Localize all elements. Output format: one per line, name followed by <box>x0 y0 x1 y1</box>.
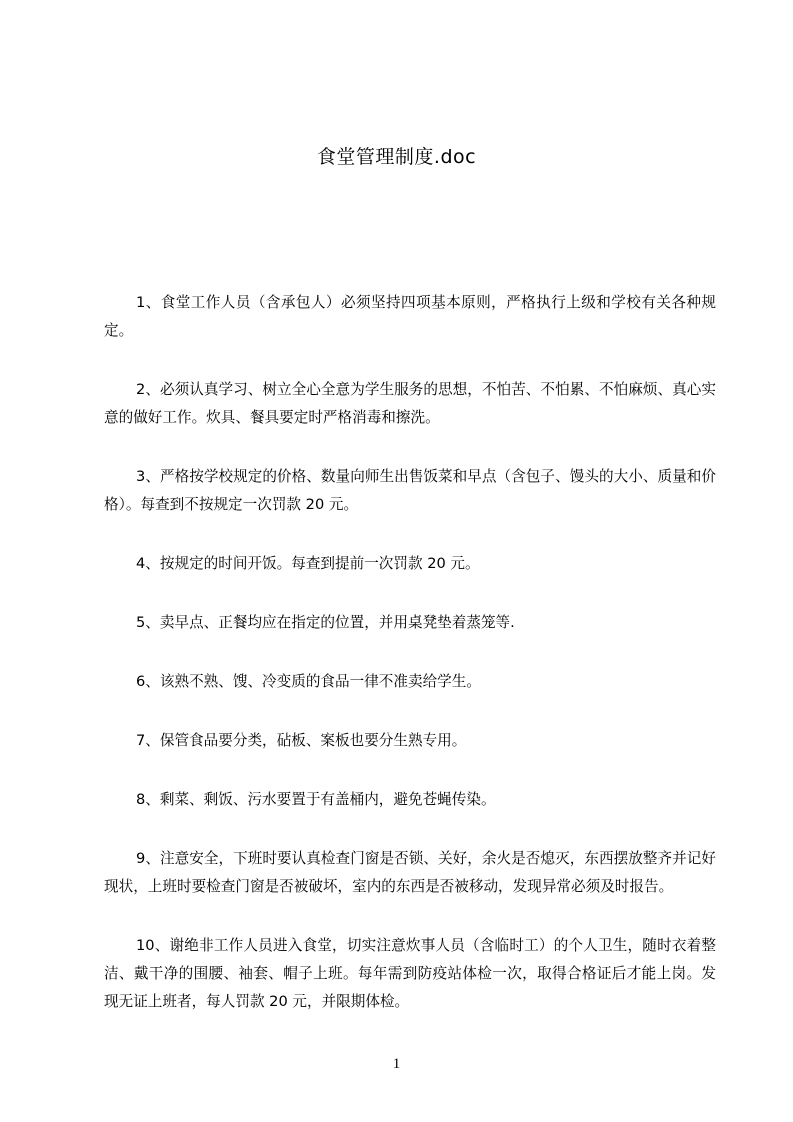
paragraph-rule-2: 2、必须认真学习、树立全心全意为学生服务的思想，不怕苦、不怕累、不怕麻烦、真心实意的做好工作。炊具、餐具要定时严格消毒和擦洗。 <box>104 381 716 426</box>
document-title: 食堂管理制度.doc <box>316 146 477 168</box>
paragraph-rule-1: 1、食堂工作人员（含承包人）必须坚持四项基本原则，严格执行上级和学校有关各种规定。 <box>104 294 716 339</box>
page-number: 1 <box>392 1056 401 1072</box>
paragraph-rule-10: 10、谢绝非工作人员进入食堂，切实注意炊事人员（含临时工）的个人卫生，随时衣着整洁、戴干净的围腰、袖套、帽子上班。每年需到防疫站体检一次，取得合格证后才能上岗。发现无证上班者，每人罚款 20 元，并限期体检。 <box>104 937 716 1010</box>
paragraph-rule-5: 5、卖早点、正餐均应在指定的位置，并用桌凳垫着蒸笼等. <box>136 614 515 631</box>
paragraph-rule-9: 9、注意安全，下班时要认真检查门窗是否锁、关好，余火是否熄灭，东西摆放整齐并记好现状，上班时要检查门窗是否被破坏，室内的东西是否被移动，发现异常必须及时报告。 <box>104 850 716 895</box>
paragraph-rule-3: 3、严格按学校规定的价格、数量向师生出售饭菜和早点（含包子、馒头的大小、质量和价格）。每查到不按规定一次罚款 20 元。 <box>104 468 716 513</box>
document-body <box>104 289 716 1047</box>
paragraph-rule-4: 4、按规定的时间开饭。每查到提前一次罚款 20 元。 <box>136 555 480 572</box>
paragraph-rule-8: 8、剩菜、剩饭、污水要置于有盖桶内，避免苍蝇传染。 <box>136 791 496 808</box>
paragraph-rule-7: 7、保管食品要分类，砧板、案板也要分生熟专用。 <box>136 732 467 749</box>
paragraph-rule-6: 6、该熟不熟、馊、冷变质的食品一律不准卖给学生。 <box>136 673 481 690</box>
